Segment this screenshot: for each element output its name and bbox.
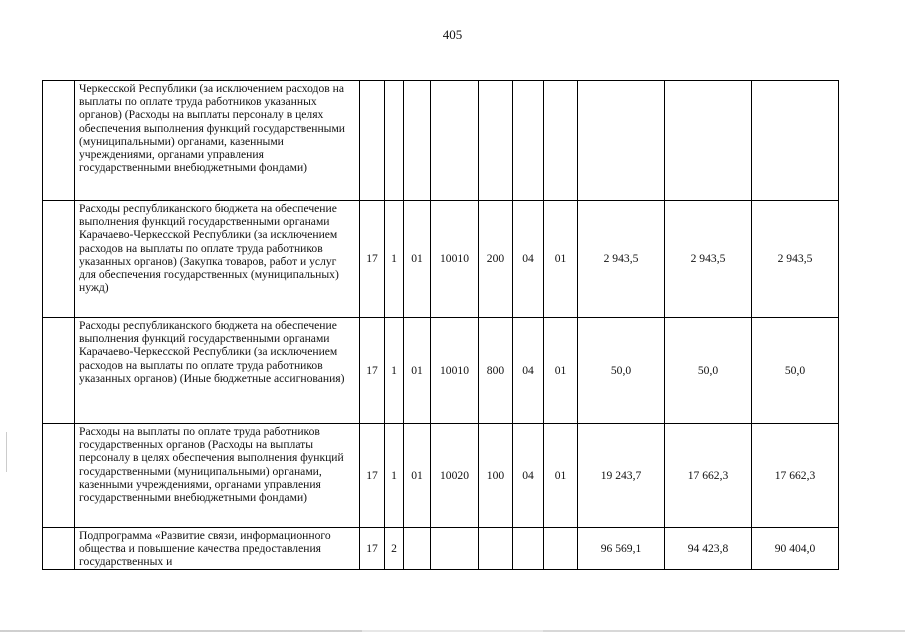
- code-cell: 100: [479, 424, 513, 528]
- code-cell: [513, 528, 544, 570]
- table-row: [43, 81, 839, 201]
- row-number-cell: [43, 81, 75, 201]
- amount-cell: [752, 81, 839, 201]
- budget-table: [42, 80, 839, 570]
- code-cell: [479, 528, 513, 570]
- code-cell: [431, 528, 479, 570]
- code-cell: 01: [544, 318, 578, 424]
- code-cell: 17: [360, 528, 385, 570]
- amount-cell: [578, 81, 665, 201]
- code-cell: 01: [544, 201, 578, 318]
- description-cell: Подпрограмма «Развитие связи, информационного общества и повышение качества предоставления государственных и: [75, 528, 360, 570]
- code-cell: [544, 528, 578, 570]
- scan-artifact: [6, 432, 7, 472]
- amount-cell: 50,0: [665, 318, 752, 424]
- row-number-cell: [43, 528, 75, 570]
- code-cell: 2: [385, 528, 404, 570]
- code-cell: [544, 81, 578, 201]
- table-row: [43, 318, 839, 424]
- code-cell: [513, 81, 544, 201]
- amount-cell: 50,0: [578, 318, 665, 424]
- code-cell: 800: [479, 318, 513, 424]
- amount-cell: 50,0: [752, 318, 839, 424]
- row-number-cell: [43, 318, 75, 424]
- table-row: [43, 528, 839, 570]
- amount-cell: 17 662,3: [752, 424, 839, 528]
- code-cell: [431, 81, 479, 201]
- code-cell: 04: [513, 201, 544, 318]
- code-cell: 01: [404, 318, 431, 424]
- row-number-cell: [43, 424, 75, 528]
- code-cell: 10010: [431, 201, 479, 318]
- code-cell: 01: [404, 201, 431, 318]
- table-row: [43, 201, 839, 318]
- code-cell: [479, 81, 513, 201]
- amount-cell: 90 404,0: [752, 528, 839, 570]
- description-cell: Расходы республиканского бюджета на обеспечение выполнения функций государственными органами Карачаево-Черкесской Республики (за исключением расходов на выплаты по оплате труда работников указанных органов) (Закупка товаров, работ и услуг для обеспечения государственных (муниципальных) нужд): [75, 201, 360, 318]
- amount-cell: 94 423,8: [665, 528, 752, 570]
- code-cell: [404, 528, 431, 570]
- description-cell: Расходы республиканского бюджета на обеспечение выполнения функций государственными органами Карачаево-Черкесской Республики (за исключением расходов на выплаты по оплате труда работников указанных органов) (Иные бюджетные ассигнования): [75, 318, 360, 424]
- code-cell: [385, 81, 404, 201]
- code-cell: 10010: [431, 318, 479, 424]
- code-cell: 01: [544, 424, 578, 528]
- code-cell: 04: [513, 424, 544, 528]
- amount-cell: 96 569,1: [578, 528, 665, 570]
- code-cell: 200: [479, 201, 513, 318]
- amount-cell: 19 243,7: [578, 424, 665, 528]
- code-cell: 17: [360, 201, 385, 318]
- amount-cell: [665, 81, 752, 201]
- amount-cell: 2 943,5: [752, 201, 839, 318]
- code-cell: 1: [385, 318, 404, 424]
- description-cell: Черкесской Республики (за исключением расходов на выплаты по оплате труда работников указанных органов) (Расходы на выплаты персоналу в целях обеспечения выполнения функций государственными (муниципальными) органами, казенными учреждениями, органами управления государственными внебюджетными фондами): [75, 81, 360, 201]
- code-cell: [360, 81, 385, 201]
- table-row: [43, 424, 839, 528]
- row-number-cell: [43, 201, 75, 318]
- code-cell: 17: [360, 424, 385, 528]
- code-cell: 1: [385, 424, 404, 528]
- amount-cell: 2 943,5: [665, 201, 752, 318]
- code-cell: 01: [404, 424, 431, 528]
- amount-cell: 17 662,3: [665, 424, 752, 528]
- description-cell: Расходы на выплаты по оплате труда работников государственных органов (Расходы на выплаты персоналу в целях обеспечения выполнения функций государственными (муниципальными) органами, казенными учреждениями, органами управления государственными внебюджетными фондами): [75, 424, 360, 528]
- page-number: 405: [442, 27, 463, 42]
- code-cell: 1: [385, 201, 404, 318]
- code-cell: 04: [513, 318, 544, 424]
- code-cell: 17: [360, 318, 385, 424]
- scan-artifact: [0, 630, 905, 632]
- code-cell: [404, 81, 431, 201]
- code-cell: 10020: [431, 424, 479, 528]
- amount-cell: 2 943,5: [578, 201, 665, 318]
